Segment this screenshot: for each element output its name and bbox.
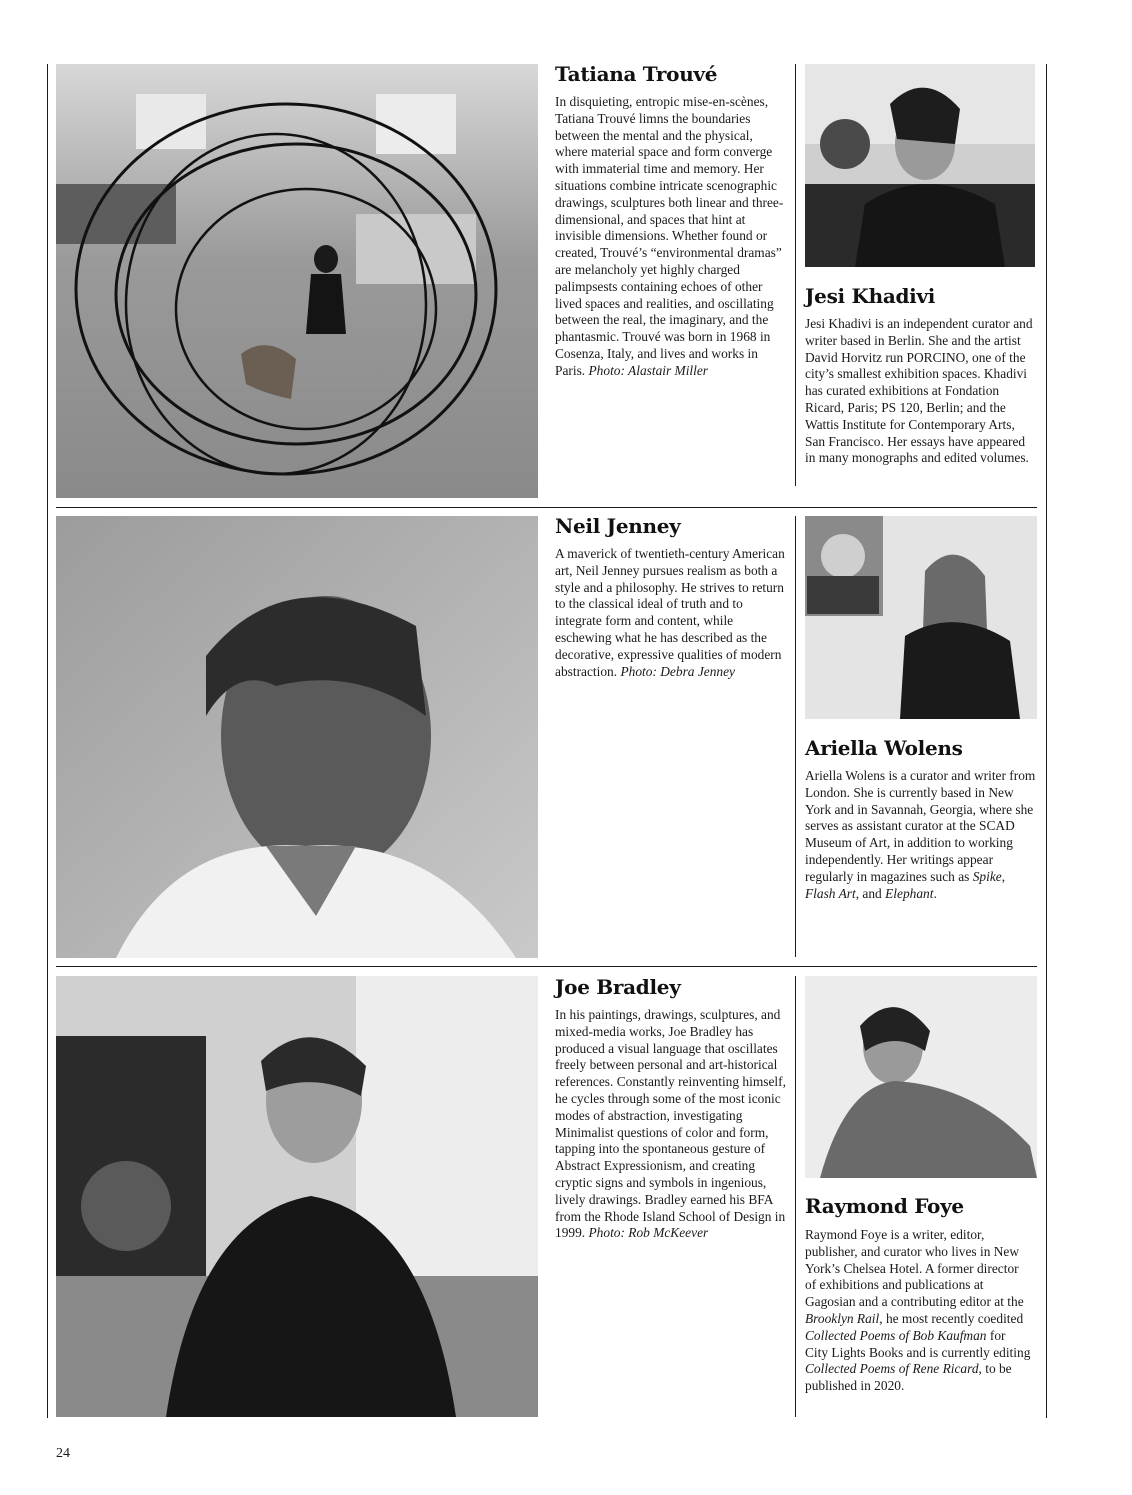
khadivi-photo — [805, 64, 1035, 267]
foye-bio-part-2: , he most recently coedited — [879, 1310, 1024, 1326]
trouve-bio-text: In disquieting, entropic mise-en-scènes, Tatiana Trouvé limns the boundaries between the mental and the physical, where material space and form converge with immaterial time and memory. Her situations combine intricate scenographic drawings, sculptures both linear and three-dimensional, and spaces that hint at invisible dimensions. Whether found or created, Trouvé’s “environmental dramas” are melancholy yet highly charged palimpsests containing echoes of other lived spaces and realities, and oscillating between the real, the imaginary, and the phantasmic. Trouvé was born in 1968 in Cosenza, Italy, and lives and works in Paris. — [555, 94, 784, 378]
wolens-bio — [805, 768, 1038, 902]
page-number: 24 — [56, 1446, 70, 1461]
trouve-bio — [555, 94, 788, 380]
trouve-photo — [56, 64, 538, 498]
right-rule — [1046, 64, 1047, 1418]
center-rule-3 — [795, 976, 796, 1417]
wolens-magazine-3: Elephant — [885, 885, 934, 901]
foye-bio-part-3: for City Lights Books and is currently editing — [805, 1327, 1031, 1360]
center-rule-1 — [795, 64, 796, 486]
jenney-photo — [56, 516, 538, 958]
row-divider-1 — [56, 507, 1037, 508]
foye-title-3: Collected Poems of Rene Ricard — [805, 1361, 979, 1377]
bradley-bio — [555, 1007, 788, 1242]
bradley-name: Joe Bradley — [555, 975, 681, 999]
wolens-magazine-2: Flash Art — [805, 885, 856, 901]
row-divider-2 — [56, 966, 1037, 967]
foye-bio-part-1: Raymond Foye is a writer, editor, publisher, and curator who lives in New York’s Chelsea Hotel. A former director of exhibitions and publications at Gagosian and a contributing editor at the — [805, 1227, 1024, 1310]
trouve-name: Tatiana Trouvé — [555, 62, 718, 86]
wolens-sep-2: , and — [855, 885, 882, 901]
foye-bio-part-4: , to be published in 2020. — [805, 1361, 1012, 1394]
wolens-name: Ariella Wolens — [805, 736, 963, 760]
foye-title-1: Brooklyn Rail — [805, 1310, 880, 1326]
jenney-name: Neil Jenney — [555, 514, 681, 538]
left-rule — [47, 64, 48, 1418]
jenney-bio-text: A maverick of twentieth-century American art, Neil Jenney pursues realism as both a style and a philosophy. He strives to return to the classical ideal of truth and to integrate form and content, while eschewing what he has described as the decorative, expressive qualities of modern abstraction. — [555, 546, 785, 679]
foye-bio — [805, 1227, 1031, 1395]
jenney-bio — [555, 546, 788, 680]
bradley-bio-text: In his paintings, drawings, sculptures, and mixed-media works, Joe Bradley has produced a visual language that oscillates freely between personal and art-historical references. Constantly reinventing himself, he cycles through some of the most iconic modes of abstraction, investigating Minimalist questions of color and form, tapping into the spontaneous gesture of Abstract Expressionism, and creating cryptic signs and symbols in ingenious, lively drawings. Bradley earned his BFA from the Rhode Island School of Design in 1999. — [555, 1007, 786, 1241]
wolens-photo — [805, 516, 1037, 719]
trouve-photo-credit: Photo: Alastair Miller — [588, 362, 709, 378]
khadivi-name: Jesi Khadivi — [805, 284, 936, 308]
foye-photo — [805, 976, 1037, 1178]
wolens-magazine-1: Spike — [972, 868, 1002, 884]
wolens-sep-1: , — [1001, 868, 1006, 884]
center-rule-2 — [795, 516, 796, 957]
jenney-photo-credit: Photo: Debra Jenney — [620, 663, 735, 679]
bradley-photo — [56, 976, 538, 1417]
bradley-photo-credit: Photo: Rob McKeever — [588, 1225, 709, 1241]
foye-name: Raymond Foye — [805, 1194, 964, 1218]
wolens-end: . — [933, 885, 937, 901]
khadivi-bio: Jesi Khadivi is an independent curator and writer based in Berlin. She and the artist David Horvitz run PORCINO, one of the city’s smallest exhibition spaces. Khadivi has curated exhibitions at Fondation Ricard, Paris; PS 120, Berlin; and the Wattis Institute for Contemporary Arts, San Francisco. Her essays have appeared in many monographs and edited volumes. — [805, 316, 1033, 466]
wolens-bio-text: Ariella Wolens is a curator and writer from London. She is currently based in New York and in Savannah, Georgia, where she serves as assistant curator at the SCAD Museum of Art, in addition to working independently. Her writings appear regularly in magazines such as — [805, 768, 1036, 884]
foye-title-2: Collected Poems of Bob Kaufman — [805, 1327, 987, 1343]
